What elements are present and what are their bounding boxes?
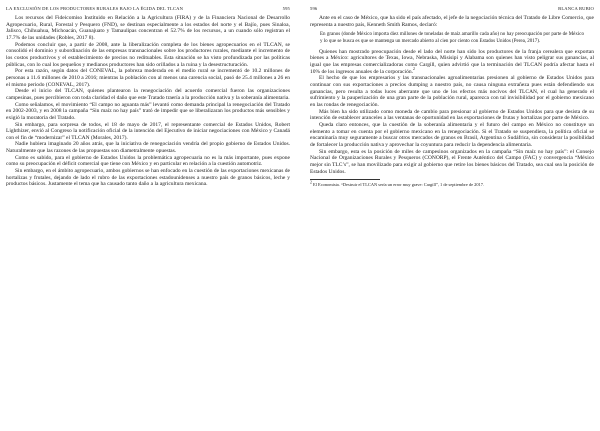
right-paragraph: Queda claro entonces, que la cuestión de la soberanía alimentaria y el futuro del campo en México no constituye un elemento a tomar en cuenta por el gobierno mexicano en la renegociación. Si el Tratado se suspendiera, la política oficial se encaminaría muy seguramente a buscar otros mercados de granos en Brasil, Argentina o Sudáfrica, sin considerar la posibilidad de fortalecer la producción nativa y aprovechar la coyuntura para reducir la dependencia alimentaria. [310, 121, 594, 148]
right-paragraph: Más bien ha sido utilizado como moneda de cambio para presionar al gobierno de Estados Unidos para que desista de su intención de establecer aranceles a las ventanas de oportunidad en las exportaciones de frutas y hortalizas por parte de México. [310, 108, 594, 122]
left-paragraph: Como señalamos, el movimiento “El campo no aguanta más” levantó como demanda principal la renegociación del Tratado en 2002-2003, y en 2008 la campaña “Sin maíz no hay país” trató de impedir que se liberalizaran los productos más sensibles y exigió la moratoria del Tratado. [6, 101, 290, 121]
right-running-title: BLANCA RUBIO [558, 6, 594, 11]
right-running-head [310, 6, 594, 11]
footnote [310, 182, 594, 188]
footnote-number: 2 [310, 180, 312, 185]
left-running-title: LA EXCLUSIÓN DE LOS PRODUCTORES RURALES BAJO LA ÉGIDA DEL TLCAN [6, 6, 184, 11]
right-page [300, 0, 600, 431]
left-paragraph: Sin embargo, para sorpresa de todos, el 18 de mayo de 2017, el representante comercial de Estados Unidos, Robert Lighthizer, envió al Congreso la notificación oficial de la intención del Ejecutivo de iniciar negociaciones con México y Canadá con el fin de “modernizar” el TLCAN (Morales, 2017). [6, 121, 290, 141]
left-page-number: 595 [282, 6, 290, 11]
left-running-head [6, 6, 290, 11]
left-paragraph: Desde el inicio del TLCAN, quienes plantearon la renegociación del acuerdo comercial fueron las organizaciones campesinas, pues percibieron con toda claridad el daño que este Tratado traería a la producción nativa y la soberanía alimentaria. [6, 88, 290, 101]
right-page-number: 596 [310, 6, 318, 11]
right-paragraph [310, 49, 594, 76]
block-quote: En granos (donde México importa diez millones de toneladas de maíz amarillo cada año) no hay preocupación por parte de México y lo que se busca es que se mantenga un mercado abierto al cien por ciento con Estados Unidos (Perea, 2017). [320, 32, 584, 44]
footnote-reference: 2 [412, 66, 415, 71]
left-paragraph: Los recursos del Fideicomiso Instituido en Relación a la Agricultura (FIRA) y de la Financiera Nacional de Desarrollo Agropecuario, Rural, Forestal y Pesquero (FND), se destinan especialmente a los estados del norte y el Bajío, pues Sinaloa, Jalisco, Chihuahua, Michoacán, Guanajuato y Tamaulipas concentran el 52.7% de los recursos, a un cuando sólo registran el 17.7% de las unidades (Robles, 2017 8). [6, 15, 290, 41]
left-paragraph: Sin embargo, en el ámbito agropecuario, ambos gobiernos se han enfocado en la cuestión de las exportaciones mexicanas de hortalizas y frutales, dejando de lado el rubro de las exportaciones estadounidenses a nuestro país de granos básicos, leche y productos básicos. Justamente el tema que ha causado tanto daño a la agricultura mexicana. [6, 168, 290, 188]
left-paragraph: Nadie hubiera imaginado 20 años atrás, que la iniciativa de renegociación vendría del propio gobierno de Estados Unidos. Naturalmente que las razones de las propuestas son diametralmente opuestas. [6, 141, 290, 155]
left-paragraph: Por esta razón, según datos del CONEVAL, la pobreza moderada en el medio rural se incrementó de 10.2 millones de personas a 11.6 millones de 2010 a 2016; mientras la población con al menos una carencia social, pasó de 25.4 millones a 26 en el mismo periodo (CONEVAL, 2017). [6, 68, 290, 88]
footnote-text: El Economista. “Destruir el TLCAN sería un error muy grave: Cargill”, 1 de septiembre de 2017. [313, 182, 485, 188]
right-paragraph-text: Quienes han mostrado preocupación desde el lado del norte han sido los productores de la franja cerealera que exportan bienes a México: agricultores de Texas, Iowa, Nebraska, Misisipi y Alabama son quienes han visto peligrar sus ganancias, al igual que las empresas comercializadoras como Cargill, quien advirtió que la terminación del TLCAN podría afectar hasta el 10% de los ingresos anuales de la corporación. [310, 48, 594, 75]
right-paragraph-intro: Ante en el caso de México, que ha sido el país afectado, el jefe de la negociación técnica del Tratado de Libre Comercio, que representa a nuestro país, Kenneth Smith Ramos, declaró: [310, 15, 594, 28]
right-paragraph: El hecho de que los empresarios y las transnacionales agroalimentarias presionen al gobierno de Estados Unidos para continuar con sus exportaciones a precios dumping a nuestro país, no causa ninguna extrañeza pues están defendiendo sus ganancias, pero resulta a todas luces aberrante que uno de los efectos más nocivos del TLCAN, el cual ha generado el sufrimiento y la pauperización de una gran parte de la población rural, aparezca con tal invisibilidad por el gobierno mexicano en las rondas de renegociación. [310, 75, 594, 108]
left-paragraph: Podemos concluir que, a partir de 2008, ante la liberalización completa de los bienes agropecuarios en el TLCAN, se consolidó el dominio y subordinación de las empresas transnacionales sobre los productores rurales, mediante el incremento de los costos productivos y el establecimiento de precios no redituables. Esta situación se ha visto profundizada por las políticas públicas, con lo cual los pequeños y medianos productores han sido orillados a la ruina y la desestructuración. [6, 41, 290, 68]
footnote-divider [310, 179, 380, 180]
left-paragraph: Como es sabido, para el gobierno de Estados Unidos la problemática agropecuaria no es la más importante, pues expone como su preocupación el déficit comercial que tiene con México y en particular en relación a la cuestión automotriz. [6, 154, 290, 168]
right-paragraph: Sin embargo, esta es la posición de miles de campesinos organizados en la campaña “Sin maíz no hay país”: el Consejo Nacional de Organizaciones Rurales y Pesqueros (CONORP), el Frente Auténtico del Campo (FAC) y convergencia “México mejor sin TLC’s”, se han movilizado para exigir al gobierno que retire los bienes básicos del Tratado, sea cual sea la posición de Estados Unidos. [310, 148, 594, 175]
